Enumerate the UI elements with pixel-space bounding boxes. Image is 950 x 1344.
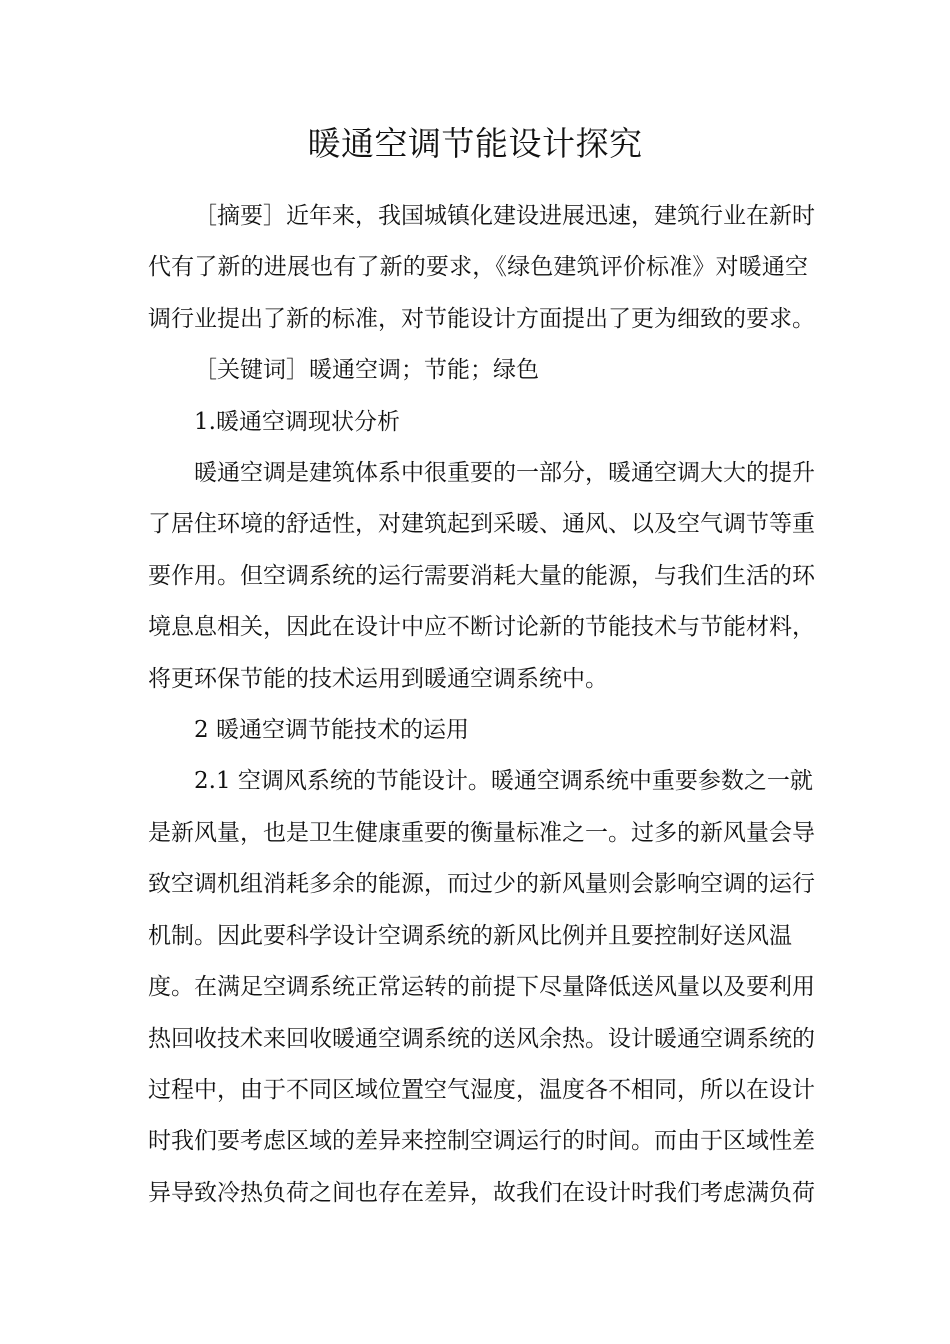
document-body — [148, 191, 815, 1219]
paragraph-line: 度。在满足空调系统正常运转的前提下尽量降低送风量以及要利用 — [148, 974, 815, 1001]
abstract-line: 代有了新的进展也有了新的要求，《绿色建筑评价标准》对暖通空 — [148, 254, 808, 281]
paragraph-line: 境息息相关，因此在设计中应不断讨论新的节能技术与节能材料， — [148, 614, 815, 641]
paragraph-line: 2.1 空调风系统的节能设计。暖通空调系统中重要参数之一就 — [194, 768, 813, 795]
paragraph-line: 异导致冷热负荷之间也存在差异，故我们在设计时我们考虑满负荷 — [148, 1179, 815, 1206]
section-2-1-paragraph — [148, 756, 815, 1219]
paragraph-line: 了居住环境的舒适性，对建筑起到采暖、通风、以及空气调节等重 — [148, 511, 815, 538]
paragraph-line: 暖通空调是建筑体系中很重要的一部分，暖通空调大大的提升 — [194, 460, 815, 487]
paragraph-line: 过程中，由于不同区域位置空气湿度，温度各不相同，所以在设计 — [148, 1076, 815, 1103]
heading-line: 2 暖通空调节能技术的运用 — [194, 717, 469, 744]
section-1-heading — [148, 397, 808, 448]
paragraph-line: 时我们要考虑区域的差异来控制空调运行的时间。而由于区域性差 — [148, 1128, 815, 1155]
heading-line: 1.暖通空调现状分析 — [194, 408, 400, 435]
paragraph-line: 机制。因此要科学设计空调系统的新风比例并且要控制好送风温 — [148, 922, 792, 949]
paragraph-line: 是新风量，也是卫生健康重要的衡量标准之一。过多的新风量会导 — [148, 819, 815, 846]
keywords-line: ［关键词］暖通空调；节能；绿色 — [194, 357, 539, 384]
keywords-paragraph — [148, 345, 808, 396]
paragraph-line: 要作用。但空调系统的运行需要消耗大量的能源，与我们生活的环 — [148, 562, 815, 589]
abstract-line: ［摘要］近年来，我国城镇化建设进展迅速，建筑行业在新时 — [194, 203, 815, 229]
document-title: 暖通空调节能设计探究 — [307, 124, 643, 163]
section-1-paragraph — [148, 448, 815, 705]
abstract-paragraph — [148, 191, 815, 345]
abstract-line: 调行业提出了新的标准，对节能设计方面提出了更为细致的要求。 — [148, 305, 815, 332]
paragraph-line: 致空调机组消耗多余的能源，而过少的新风量则会影响空调的运行 — [148, 871, 815, 898]
paragraph-line: 热回收技术来回收暖通空调系统的送风余热。设计暖通空调系统的 — [148, 1025, 815, 1052]
paragraph-line: 将更环保节能的技术运用到暖通空调系统中。 — [148, 665, 608, 692]
section-2-heading — [148, 705, 808, 756]
